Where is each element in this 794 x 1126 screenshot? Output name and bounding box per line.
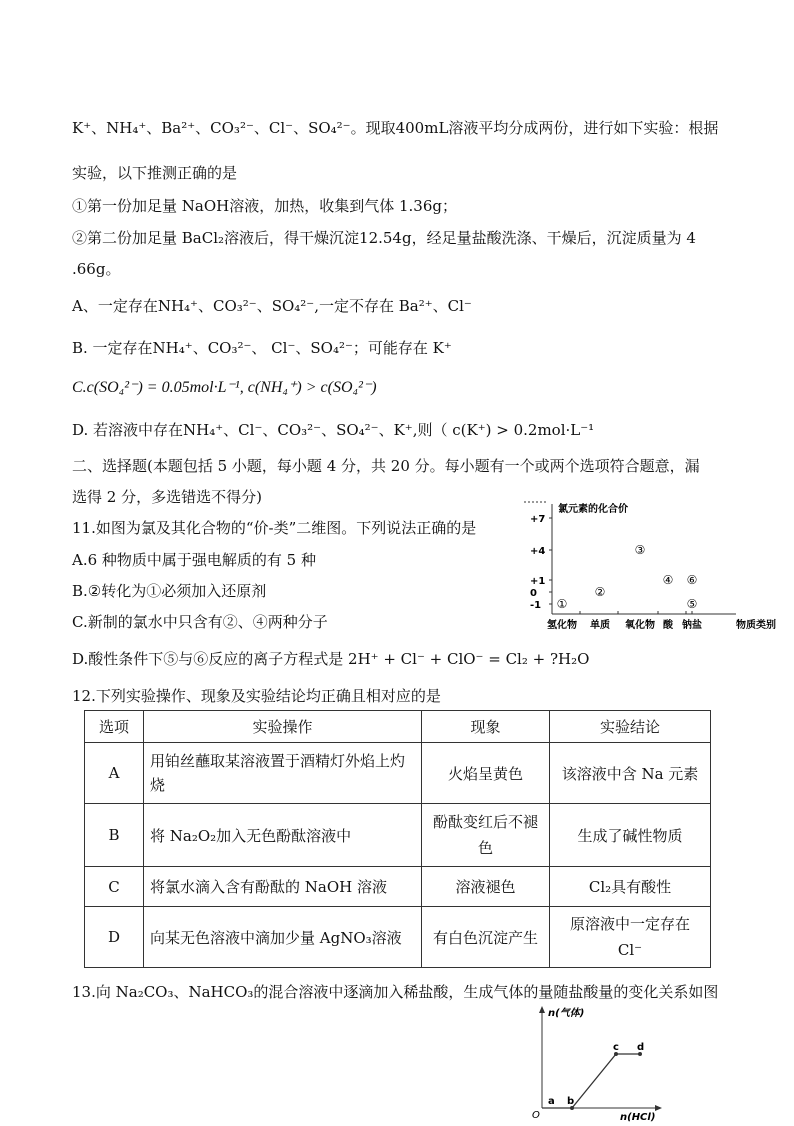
row-conclusion: Cl₂具有酸性 bbox=[550, 867, 711, 907]
row-conclusion: 原溶液中一定存在 Cl⁻ bbox=[550, 907, 711, 968]
table-row bbox=[85, 804, 711, 867]
label-d: d bbox=[637, 1042, 645, 1053]
figure-point-2: ② bbox=[594, 585, 606, 599]
question-stem-line: 实验，以下推测正确的是 bbox=[72, 164, 238, 182]
header-operation: 实验操作 bbox=[144, 711, 422, 743]
figure-point-5: ⑤ bbox=[686, 597, 698, 611]
figure-point-3: ③ bbox=[634, 543, 646, 557]
q12-table bbox=[84, 710, 711, 968]
label-b: b bbox=[567, 1096, 575, 1107]
q11-stem: 11.如图为氯及其化合物的“价-类”二维图。下列说法正确的是 bbox=[72, 519, 477, 537]
x-category-label: 酸 bbox=[663, 620, 673, 631]
q12-stem: 12.下列实验操作、现象及实验结论均正确且相对应的是 bbox=[72, 687, 441, 705]
section-2-header: 二、选择题(本题包括 5 小题，每小题 4 分，共 20 分。每小题有一个或两个选项符合题意，漏 bbox=[72, 457, 700, 475]
row-phenomenon: 溶液褪色 bbox=[422, 867, 550, 907]
row-operation: 将氯水滴入含有酚酞的 NaOH 溶液 bbox=[144, 867, 422, 907]
header-phenomenon: 现象 bbox=[422, 711, 550, 743]
row-phenomenon: 火焰呈黄色 bbox=[422, 743, 550, 804]
origin-label: O bbox=[532, 1110, 540, 1121]
x-label: n(HCl) bbox=[620, 1112, 656, 1123]
q10-option-b: B. 一定存在NH₄⁺、CO₃²⁻、 Cl⁻、SO₄²⁻；可能存在 K⁺ bbox=[72, 339, 452, 357]
q10-option-c: C.c(SO₄²⁻) = 0.05mol·L⁻¹, c(NH₄⁺) > c(SO₄²⁻) bbox=[72, 379, 377, 396]
x-category-label: 单质 bbox=[590, 620, 610, 631]
x-axis-title: 物质类别 bbox=[736, 620, 776, 631]
row-conclusion: 该溶液中含 Na 元素 bbox=[550, 743, 711, 804]
figure-point-1: ① bbox=[556, 597, 568, 611]
experiment-2-cont: .66g。 bbox=[72, 260, 121, 278]
y-axis-title: 氯元素的化合价 bbox=[558, 504, 628, 515]
y-arrow-icon bbox=[539, 1006, 545, 1013]
figure-point-6: ⑥ bbox=[686, 573, 698, 587]
table-row bbox=[85, 743, 711, 804]
q11-option-b: B.②转化为①必须加入还原剂 bbox=[72, 582, 267, 600]
gas-hcl-figure bbox=[528, 1004, 668, 1122]
gas-curve bbox=[542, 1054, 640, 1108]
row-operation: 用铂丝蘸取某溶液置于酒精灯外焰上灼烧 bbox=[144, 743, 422, 804]
row-option: B bbox=[85, 804, 144, 867]
y-tick-label: +1 bbox=[530, 576, 546, 587]
q13-stem: 13.向 Na₂CO₃、NaHCO₃的混合溶液中逐滴加入稀盐酸，生成气体的量随盐酸量的变化关系如图 bbox=[72, 983, 719, 1001]
valence-class-figure bbox=[518, 496, 776, 636]
q11-option-c: C.新制的氯水中只含有②、④两种分子 bbox=[72, 613, 328, 631]
row-conclusion: 生成了碱性物质 bbox=[550, 804, 711, 867]
y-tick-label: +7 bbox=[530, 514, 546, 525]
experiment-2: ②第二份加足量 BaCl₂溶液后，得干燥沉淀12.54g，经足量盐酸洗涤、干燥后，沉淀质量为 4 bbox=[72, 229, 696, 247]
row-operation: 将 Na₂O₂加入无色酚酞溶液中 bbox=[144, 804, 422, 867]
section-2-header-cont: 选得 2 分，多选错选不得分) bbox=[72, 488, 262, 506]
row-option: D bbox=[85, 907, 144, 968]
table-row bbox=[85, 867, 711, 907]
row-operation: 向某无色溶液中滴加少量 AgNO₃溶液 bbox=[144, 907, 422, 968]
x-arrow-icon bbox=[655, 1105, 662, 1111]
q10-option-d: D. 若溶液中存在NH₄⁺、Cl⁻、CO₃²⁻、SO₄²⁻、K⁺,则（ c(K⁺) > 0.2mol·L⁻¹ bbox=[72, 421, 595, 439]
y-label: n(气体) bbox=[548, 1008, 585, 1019]
row-phenomenon: 酚酞变红后不褪色 bbox=[422, 804, 550, 867]
table-row bbox=[85, 907, 711, 968]
figure-point-4: ④ bbox=[662, 573, 674, 587]
table-header-row bbox=[85, 711, 711, 743]
ion-list-line: K⁺、NH₄⁺、Ba²⁺、CO₃²⁻、Cl⁻、SO₄²⁻。现取400mL溶液平均分成两份，进行如下实验：根据 bbox=[72, 119, 719, 137]
label-c: c bbox=[613, 1042, 619, 1053]
y-tick-label: -1 bbox=[530, 600, 542, 611]
row-option: A bbox=[85, 743, 144, 804]
y-tick-label: 0 bbox=[530, 588, 537, 599]
x-category-label: 氢化物 bbox=[547, 620, 577, 631]
x-category-label: 钠盐 bbox=[682, 620, 702, 631]
row-phenomenon: 有白色沉淀产生 bbox=[422, 907, 550, 968]
q11-option-a: A.6 种物质中属于强电解质的有 5 种 bbox=[72, 551, 316, 569]
row-option: C bbox=[85, 867, 144, 907]
q10-option-a: A、一定存在NH₄⁺、CO₃²⁻、SO₄²⁻,一定不存在 Ba²⁺、Cl⁻ bbox=[72, 297, 472, 315]
label-a: a bbox=[548, 1096, 555, 1107]
header-conclusion: 实验结论 bbox=[550, 711, 711, 743]
header-option: 选项 bbox=[85, 711, 144, 743]
x-category-label: 氧化物 bbox=[625, 620, 655, 631]
q11-option-d: D.酸性条件下⑤与⑥反应的离子方程式是 2H⁺ + Cl⁻ + ClO⁻ = Cl₂ + ?H₂O bbox=[72, 650, 590, 668]
experiment-1: ①第一份加足量 NaOH溶液，加热，收集到气体 1.36g； bbox=[72, 197, 457, 215]
y-tick-label: +4 bbox=[530, 546, 546, 557]
